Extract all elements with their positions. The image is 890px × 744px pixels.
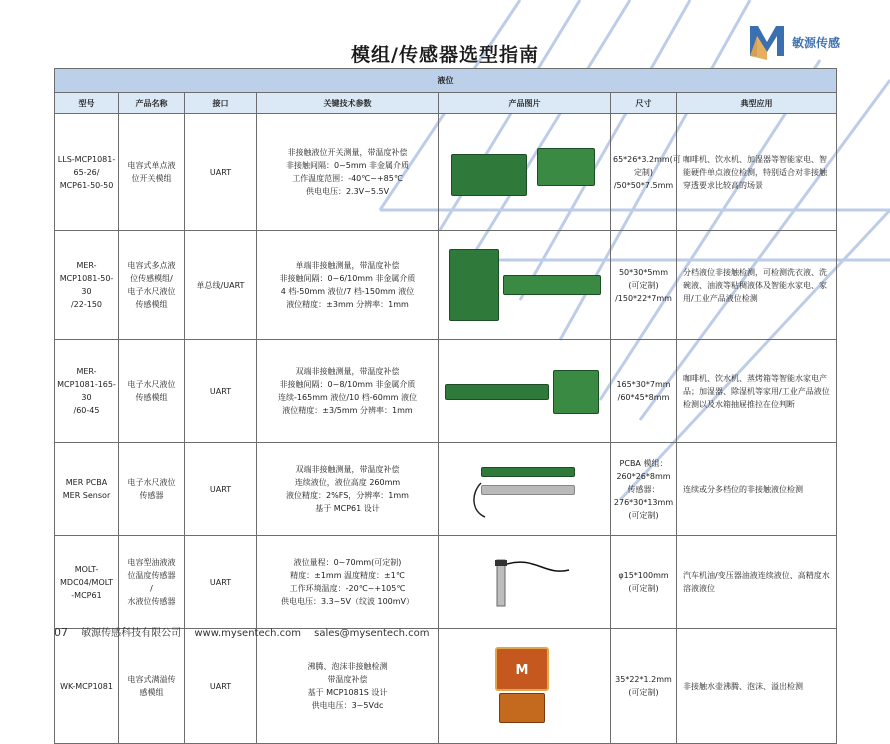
model-cell: MER- MCP1081-50- 30 /22-150 [55, 231, 119, 340]
sensor-strip-image [481, 467, 575, 477]
column-header: 典型应用 [677, 93, 837, 114]
product-name-cell: 电容式单点液 位开关模组 [119, 114, 185, 231]
pcb-board-image [445, 384, 549, 400]
cable-icon [471, 481, 491, 521]
interface-cell: UART [185, 443, 257, 536]
logo-mark-icon [746, 22, 788, 62]
product-name-cell: 电容式满溢传 感模组 [119, 629, 185, 744]
product-image-cell [439, 536, 611, 629]
interface-cell: UART [185, 114, 257, 231]
product-image-cell [439, 443, 611, 536]
product-logo-badge: M [495, 647, 549, 691]
sensor-strip-image [481, 485, 575, 495]
application-cell: 非接触水壶沸腾、泡沫、溢出检测 [677, 629, 837, 744]
column-header: 产品图片 [439, 93, 611, 114]
model-cell: LLS-MCP1081- 65-26/ MCP61-50-50 [55, 114, 119, 231]
logo-text: 敏源传感 [792, 35, 841, 50]
page-footer [54, 624, 439, 639]
size-cell: 65*26*3.2mm(可 定制) /50*50*7.5mm [611, 114, 677, 231]
column-header: 尺寸 [611, 93, 677, 114]
pcb-board-image [503, 275, 601, 295]
size-cell: 165*30*7mm /60*45*8mm [611, 340, 677, 443]
spec-table [54, 68, 837, 744]
product-name-cell: 电容型油液液 位温度传感器 / 水液位传感器 [119, 536, 185, 629]
model-cell: MER- MCP1081-165- 30 /60-45 [55, 340, 119, 443]
params-cell: 单端非接触测量，带温度补偿 非接触间隔：0~6/10mm 非金属介质 4 档-50mm 液位/7 档-150mm 液位 液位精度：±3mm 分辨率：1mm [257, 231, 439, 340]
table-row [55, 536, 837, 629]
size-cell: φ15*100mm (可定制) [611, 536, 677, 629]
column-header: 关键技术参数 [257, 93, 439, 114]
product-name-cell: 电子水尺液位 传感模组 [119, 340, 185, 443]
pcb-board-image [499, 693, 545, 723]
interface-cell: UART [185, 629, 257, 744]
interface-cell: 单总线/UART [185, 231, 257, 340]
website-link[interactable]: www.mysentech.com [194, 628, 301, 639]
page-number: 07 [54, 626, 68, 639]
params-cell: 沸腾、泡沫非接触检测 带温度补偿 基于 MCP1081S 设计 供电电压：3~5Vdc [257, 629, 439, 744]
pcb-board-image [537, 148, 595, 186]
application-cell: 咖啡机、饮水机、蒸烤箱等智能水家电产品；加湿器、除湿机等家用/工业产品液位检测以及水箱抽屉推拉在位判断 [677, 340, 837, 443]
company-logo [746, 22, 840, 62]
page-title: 模组/传感器选型指南 [351, 44, 539, 66]
size-cell: 50*30*5mm (可定制) /150*22*7mm [611, 231, 677, 340]
table-row [55, 629, 837, 744]
model-cell: MOLT- MDC04/MOLT -MCP61 [55, 536, 119, 629]
table-row [55, 443, 837, 536]
params-cell: 双端非接触测量，带温度补偿 连续液位，液位高度 260mm 液位精度：2%FS，分辨率：1mm 基于 MCP61 设计 [257, 443, 439, 536]
params-cell: 双端非接触测量，带温度补偿 非接触间隔：0~8/10mm 非金属介质 连续-165mm 液位/10 档-60mm 液位 液位精度：±3/5mm 分辨率：1mm [257, 340, 439, 443]
table-header-row [55, 93, 837, 114]
application-cell: 汽车机油/变压器油液连续液位、高精度水溶液液位 [677, 536, 837, 629]
product-image-cell [439, 114, 611, 231]
model-cell: WK-MCP1081 [55, 629, 119, 744]
email-link[interactable]: sales@mysentech.com [314, 628, 430, 639]
params-cell: 非接触液位开关测量，带温度补偿 非接触间隔：0~5mm 非金属介质 工作温度范围：-40℃~+85℃ 供电电压：2.3V~5.5V [257, 114, 439, 231]
product-image-cell [439, 340, 611, 443]
pcb-board-image [553, 370, 599, 414]
pcb-board-image [451, 154, 527, 196]
pcb-board-image [449, 249, 499, 321]
application-cell: 咖啡机、饮水机、加湿器等智能家电、智能硬件单点液位检测，特别适合对非接触穿透要求比较高的场景 [677, 114, 837, 231]
product-name-cell: 电子水尺液位 传感器 [119, 443, 185, 536]
product-name-cell: 电容式多点液 位传感模组/ 电子水尺液位 传感模组 [119, 231, 185, 340]
params-cell: 液位量程：0~70mm(可定制) 精度：±1mm 温度精度：±1℃ 工作环境温度：-20℃~+105℃ 供电电压：3.3~5V（纹波 100mV） [257, 536, 439, 629]
product-image-cell [439, 629, 611, 744]
column-header: 接口 [185, 93, 257, 114]
table-row [55, 231, 837, 340]
application-cell: 连续或分多档位的非接触液位检测 [677, 443, 837, 536]
table-row [55, 340, 837, 443]
probe-sensor-image [485, 556, 575, 610]
product-image-cell [439, 231, 611, 340]
column-header: 型号 [55, 93, 119, 114]
application-cell: 分档液位非接触检测，可检测洗衣液、洗碗液、油液等粘稠液体及智能水家电、家用/工业产品液位检测 [677, 231, 837, 340]
model-cell: MER PCBA MER Sensor [55, 443, 119, 536]
interface-cell: UART [185, 340, 257, 443]
category-header: 液位 [55, 69, 837, 93]
size-cell: PCBA 模组： 260*26*8mm 传感器： 276*30*13mm (可定制) [611, 443, 677, 536]
interface-cell: UART [185, 536, 257, 629]
company-name: 敏源传感科技有限公司 [81, 628, 182, 639]
table-row [55, 114, 837, 231]
column-header: 产品名称 [119, 93, 185, 114]
size-cell: 35*22*1.2mm (可定制) [611, 629, 677, 744]
